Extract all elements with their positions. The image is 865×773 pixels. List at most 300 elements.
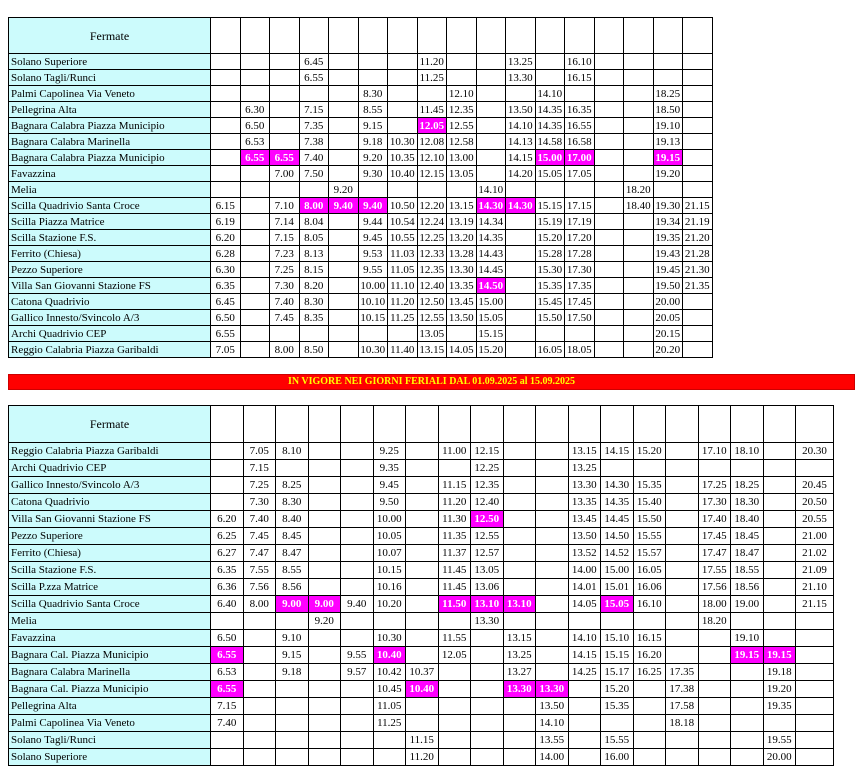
time-cell xyxy=(341,511,374,528)
time-cell xyxy=(503,477,536,494)
time-cell: 13.30 xyxy=(471,613,504,630)
time-cell xyxy=(796,749,834,766)
time-cell xyxy=(329,230,359,246)
table-row xyxy=(9,511,834,528)
table-row xyxy=(9,494,834,511)
time-cell xyxy=(568,749,601,766)
time-cell: 10.40 xyxy=(388,166,418,182)
time-cell xyxy=(594,294,624,310)
time-cell: 17.38 xyxy=(666,681,699,698)
highlighted-time-cell: 9.00 xyxy=(308,596,341,613)
time-cell: 17.30 xyxy=(698,494,731,511)
highlighted-time-cell: 13.10 xyxy=(471,596,504,613)
header-cell xyxy=(211,18,241,54)
time-cell: 7.45 xyxy=(270,310,300,326)
stop-name: Gallico Innesto/Svincolo A/3 xyxy=(9,477,211,494)
time-cell xyxy=(536,596,569,613)
time-cell: 16.10 xyxy=(565,54,595,70)
time-cell: 10.15 xyxy=(358,310,388,326)
time-cell xyxy=(270,70,300,86)
time-cell: 17.05 xyxy=(565,166,595,182)
time-cell xyxy=(698,715,731,732)
time-cell: 11.25 xyxy=(388,310,418,326)
highlighted-time-cell: 6.55 xyxy=(211,681,244,698)
time-cell xyxy=(666,562,699,579)
time-cell: 14.01 xyxy=(568,579,601,596)
time-cell: 20.55 xyxy=(796,511,834,528)
table-row xyxy=(9,70,713,86)
time-cell: 14.13 xyxy=(506,134,536,150)
time-cell xyxy=(763,460,796,477)
time-cell xyxy=(624,54,654,70)
time-cell xyxy=(240,326,270,342)
stop-name: Reggio Calabria Piazza Garibaldi xyxy=(9,443,211,460)
table-row xyxy=(9,342,713,358)
time-cell xyxy=(536,579,569,596)
time-cell: 13.35 xyxy=(568,494,601,511)
time-cell: 12.10 xyxy=(417,150,447,166)
time-cell xyxy=(624,102,654,118)
time-cell xyxy=(341,613,374,630)
time-cell: 6.20 xyxy=(211,230,241,246)
time-cell xyxy=(683,134,713,150)
stop-name: Pellegrina Alta xyxy=(9,102,211,118)
time-cell xyxy=(308,460,341,477)
time-cell: 19.55 xyxy=(763,732,796,749)
time-cell: 11.37 xyxy=(438,545,471,562)
time-cell xyxy=(358,182,388,198)
header-cell xyxy=(299,18,329,54)
header-cell xyxy=(503,406,536,443)
time-cell xyxy=(633,681,666,698)
time-cell: 13.50 xyxy=(506,102,536,118)
time-cell xyxy=(506,278,536,294)
time-cell xyxy=(763,630,796,647)
time-cell: 9.25 xyxy=(373,443,406,460)
time-cell: 20.20 xyxy=(653,342,683,358)
time-cell xyxy=(471,681,504,698)
time-cell xyxy=(447,326,477,342)
time-cell: 15.00 xyxy=(476,294,506,310)
time-cell: 14.00 xyxy=(568,562,601,579)
table-row xyxy=(9,86,713,102)
time-cell: 19.18 xyxy=(763,664,796,681)
time-cell xyxy=(308,732,341,749)
time-cell xyxy=(594,214,624,230)
time-cell xyxy=(240,262,270,278)
time-cell xyxy=(471,715,504,732)
time-cell: 7.05 xyxy=(211,342,241,358)
time-cell xyxy=(211,732,244,749)
time-cell xyxy=(594,70,624,86)
time-cell: 14.15 xyxy=(601,443,634,460)
time-cell: 13.05 xyxy=(447,166,477,182)
validity-banner: IN VIGORE NEI GIORNI FERIALI DAL 01.09.2025 al 15.09.2025 xyxy=(8,374,855,390)
time-cell xyxy=(666,494,699,511)
time-cell: 11.45 xyxy=(417,102,447,118)
table-row xyxy=(9,134,713,150)
table-row xyxy=(9,118,713,134)
time-cell xyxy=(568,698,601,715)
time-cell xyxy=(624,86,654,102)
time-cell xyxy=(594,310,624,326)
header-cell xyxy=(270,18,300,54)
time-cell: 16.05 xyxy=(535,342,565,358)
time-cell xyxy=(270,182,300,198)
time-cell xyxy=(406,545,439,562)
time-cell: 15.30 xyxy=(535,262,565,278)
time-cell xyxy=(594,342,624,358)
time-cell xyxy=(796,681,834,698)
time-cell: 10.37 xyxy=(406,664,439,681)
time-cell: 14.34 xyxy=(476,214,506,230)
time-cell: 10.42 xyxy=(373,664,406,681)
time-cell: 14.10 xyxy=(568,630,601,647)
time-cell xyxy=(633,613,666,630)
time-cell: 13.45 xyxy=(447,294,477,310)
time-cell: 17.30 xyxy=(565,262,595,278)
time-cell: 15.17 xyxy=(601,664,634,681)
time-cell xyxy=(388,102,418,118)
time-cell xyxy=(594,54,624,70)
time-cell xyxy=(594,86,624,102)
time-cell xyxy=(536,647,569,664)
time-cell xyxy=(506,326,536,342)
time-cell xyxy=(731,613,764,630)
time-cell: 19.10 xyxy=(653,118,683,134)
stop-name: Bagnara Cal. Piazza Municipio xyxy=(9,647,211,664)
header-cell xyxy=(653,18,683,54)
time-cell xyxy=(308,494,341,511)
time-cell: 21.35 xyxy=(683,278,713,294)
time-cell xyxy=(503,528,536,545)
time-cell xyxy=(503,545,536,562)
time-cell: 16.15 xyxy=(565,70,595,86)
time-cell xyxy=(243,732,276,749)
time-cell: 6.55 xyxy=(299,70,329,86)
time-cell xyxy=(329,294,359,310)
time-cell: 11.20 xyxy=(406,749,439,766)
table-row xyxy=(9,562,834,579)
time-cell xyxy=(633,460,666,477)
time-cell: 21.30 xyxy=(683,262,713,278)
time-cell xyxy=(683,54,713,70)
table-row xyxy=(9,715,834,732)
time-cell: 13.05 xyxy=(417,326,447,342)
time-cell: 21.20 xyxy=(683,230,713,246)
time-cell xyxy=(276,732,309,749)
time-cell xyxy=(506,182,536,198)
time-cell: 8.00 xyxy=(270,342,300,358)
time-cell: 18.00 xyxy=(698,596,731,613)
time-cell xyxy=(243,749,276,766)
time-cell: 7.55 xyxy=(243,562,276,579)
time-cell: 6.20 xyxy=(211,511,244,528)
time-cell: 16.05 xyxy=(633,562,666,579)
time-cell: 16.55 xyxy=(565,118,595,134)
time-cell: 14.25 xyxy=(568,664,601,681)
time-cell: 10.30 xyxy=(373,630,406,647)
time-cell: 11.25 xyxy=(417,70,447,86)
header-cell xyxy=(373,406,406,443)
stop-name: Favazzina xyxy=(9,166,211,182)
time-cell: 6.53 xyxy=(240,134,270,150)
time-cell xyxy=(438,732,471,749)
stop-name: Pezzo Superiore xyxy=(9,528,211,545)
time-cell xyxy=(536,443,569,460)
time-cell xyxy=(211,86,241,102)
time-cell xyxy=(276,715,309,732)
table-row xyxy=(9,443,834,460)
time-cell xyxy=(731,681,764,698)
header-cell xyxy=(341,406,374,443)
time-cell: 12.40 xyxy=(471,494,504,511)
time-cell xyxy=(503,443,536,460)
time-cell: 6.30 xyxy=(211,262,241,278)
time-cell: 9.20 xyxy=(308,613,341,630)
time-cell xyxy=(341,698,374,715)
time-cell: 17.35 xyxy=(666,664,699,681)
time-cell: 8.55 xyxy=(276,562,309,579)
time-cell: 19.43 xyxy=(653,246,683,262)
time-cell: 17.40 xyxy=(698,511,731,528)
time-cell xyxy=(594,182,624,198)
time-cell xyxy=(329,214,359,230)
time-cell xyxy=(535,54,565,70)
time-cell: 17.45 xyxy=(565,294,595,310)
time-cell: 19.10 xyxy=(731,630,764,647)
time-cell xyxy=(276,613,309,630)
time-cell xyxy=(270,86,300,102)
time-cell: 9.50 xyxy=(373,494,406,511)
time-cell xyxy=(388,54,418,70)
time-cell xyxy=(536,613,569,630)
time-cell: 14.30 xyxy=(601,477,634,494)
time-cell: 15.28 xyxy=(535,246,565,262)
stop-name: Bagnara Calabra Piazza Municipio xyxy=(9,118,211,134)
stop-name: Catona Quadrivio xyxy=(9,294,211,310)
highlighted-time-cell: 6.55 xyxy=(211,647,244,664)
time-cell xyxy=(329,278,359,294)
time-cell: 9.15 xyxy=(276,647,309,664)
highlighted-time-cell: 13.30 xyxy=(503,681,536,698)
time-cell xyxy=(594,246,624,262)
time-cell xyxy=(211,70,241,86)
time-cell: 19.20 xyxy=(653,166,683,182)
time-cell: 18.40 xyxy=(731,511,764,528)
time-cell: 12.33 xyxy=(417,246,447,262)
time-cell xyxy=(299,86,329,102)
table-row xyxy=(9,732,834,749)
table-row xyxy=(9,326,713,342)
time-cell xyxy=(535,326,565,342)
table-row xyxy=(9,630,834,647)
time-cell: 7.15 xyxy=(270,230,300,246)
time-cell: 13.20 xyxy=(447,230,477,246)
time-cell xyxy=(683,70,713,86)
time-cell: 16.58 xyxy=(565,134,595,150)
time-cell: 6.30 xyxy=(240,102,270,118)
time-cell xyxy=(698,664,731,681)
time-cell: 12.35 xyxy=(447,102,477,118)
stop-name: Scilla P.zza Matrice xyxy=(9,579,211,596)
table-row xyxy=(9,166,713,182)
time-cell xyxy=(471,647,504,664)
time-cell: 15.20 xyxy=(601,681,634,698)
time-cell xyxy=(506,262,536,278)
time-cell xyxy=(666,545,699,562)
highlighted-time-cell: 14.30 xyxy=(506,198,536,214)
time-cell: 10.50 xyxy=(388,198,418,214)
time-cell xyxy=(624,150,654,166)
time-cell xyxy=(308,562,341,579)
time-cell xyxy=(731,715,764,732)
time-cell xyxy=(624,230,654,246)
time-cell: 15.15 xyxy=(601,647,634,664)
time-cell: 18.10 xyxy=(731,443,764,460)
time-cell xyxy=(698,732,731,749)
time-cell: 11.45 xyxy=(438,562,471,579)
time-cell: 6.50 xyxy=(240,118,270,134)
header-cell xyxy=(406,406,439,443)
time-cell xyxy=(211,477,244,494)
time-cell xyxy=(240,86,270,102)
time-cell: 12.58 xyxy=(447,134,477,150)
time-cell xyxy=(683,118,713,134)
time-cell: 14.43 xyxy=(476,246,506,262)
time-cell: 11.20 xyxy=(438,494,471,511)
stop-name: Archi Quadrivio CEP xyxy=(9,326,211,342)
time-cell xyxy=(506,246,536,262)
time-cell xyxy=(329,326,359,342)
time-cell: 11.15 xyxy=(438,477,471,494)
time-cell xyxy=(358,54,388,70)
time-cell: 10.00 xyxy=(358,278,388,294)
time-cell: 7.15 xyxy=(243,460,276,477)
time-cell: 19.30 xyxy=(653,198,683,214)
highlighted-time-cell: 13.10 xyxy=(503,596,536,613)
header-cell xyxy=(601,406,634,443)
time-cell: 14.05 xyxy=(447,342,477,358)
time-cell: 8.50 xyxy=(299,342,329,358)
time-cell xyxy=(698,698,731,715)
time-cell xyxy=(666,630,699,647)
table-row xyxy=(9,278,713,294)
time-cell: 9.45 xyxy=(358,230,388,246)
time-cell xyxy=(240,294,270,310)
highlighted-time-cell: 12.05 xyxy=(417,118,447,134)
time-cell xyxy=(624,214,654,230)
time-cell: 8.40 xyxy=(276,511,309,528)
stop-name: Ferrito (Chiesa) xyxy=(9,545,211,562)
time-cell: 8.35 xyxy=(299,310,329,326)
time-cell xyxy=(666,732,699,749)
time-cell xyxy=(698,647,731,664)
time-cell: 7.35 xyxy=(299,118,329,134)
stop-name: Bagnara Cal. Piazza Municipio xyxy=(9,681,211,698)
time-cell: 21.19 xyxy=(683,214,713,230)
time-cell: 18.55 xyxy=(731,562,764,579)
time-cell xyxy=(624,278,654,294)
time-cell: 7.15 xyxy=(299,102,329,118)
time-cell xyxy=(568,681,601,698)
time-cell: 7.50 xyxy=(299,166,329,182)
header-cell xyxy=(388,18,418,54)
time-cell xyxy=(763,528,796,545)
time-cell xyxy=(417,182,447,198)
header-cell xyxy=(624,18,654,54)
time-cell: 14.15 xyxy=(506,150,536,166)
time-cell: 7.38 xyxy=(299,134,329,150)
time-cell xyxy=(476,118,506,134)
time-cell xyxy=(536,494,569,511)
stop-name: Ferrito (Chiesa) xyxy=(9,246,211,262)
time-cell xyxy=(438,460,471,477)
time-cell: 19.13 xyxy=(653,134,683,150)
time-cell: 11.20 xyxy=(388,294,418,310)
time-cell xyxy=(796,630,834,647)
table-row xyxy=(9,664,834,681)
time-cell xyxy=(406,477,439,494)
time-cell xyxy=(329,166,359,182)
time-cell: 12.15 xyxy=(417,166,447,182)
time-cell: 6.35 xyxy=(211,278,241,294)
time-cell: 14.20 xyxy=(506,166,536,182)
time-cell: 7.30 xyxy=(270,278,300,294)
time-cell: 8.56 xyxy=(276,579,309,596)
timetable-1 xyxy=(8,17,713,358)
time-cell xyxy=(594,326,624,342)
highlighted-time-cell: 14.50 xyxy=(476,278,506,294)
time-cell xyxy=(796,613,834,630)
time-cell: 14.10 xyxy=(506,118,536,134)
time-cell: 8.55 xyxy=(358,102,388,118)
time-cell: 14.58 xyxy=(535,134,565,150)
time-cell: 13.15 xyxy=(503,630,536,647)
time-cell xyxy=(438,681,471,698)
header-cell xyxy=(447,18,477,54)
stop-name: Reggio Calabria Piazza Garibaldi xyxy=(9,342,211,358)
time-cell xyxy=(406,698,439,715)
time-cell: 7.30 xyxy=(243,494,276,511)
time-cell: 6.25 xyxy=(211,528,244,545)
time-cell xyxy=(763,545,796,562)
time-cell xyxy=(341,579,374,596)
time-cell: 6.15 xyxy=(211,198,241,214)
time-cell: 7.56 xyxy=(243,579,276,596)
time-cell: 18.47 xyxy=(731,545,764,562)
time-cell: 6.45 xyxy=(299,54,329,70)
table-row xyxy=(9,681,834,698)
time-cell xyxy=(270,134,300,150)
time-cell: 9.55 xyxy=(341,647,374,664)
time-cell: 18.25 xyxy=(653,86,683,102)
time-cell xyxy=(536,477,569,494)
table-row xyxy=(9,310,713,326)
time-cell: 15.15 xyxy=(535,198,565,214)
time-cell: 10.16 xyxy=(373,579,406,596)
time-cell: 9.18 xyxy=(358,134,388,150)
time-cell xyxy=(666,511,699,528)
header-cell xyxy=(796,406,834,443)
highlighted-time-cell: 13.30 xyxy=(536,681,569,698)
time-cell xyxy=(535,70,565,86)
time-cell xyxy=(503,698,536,715)
time-cell: 8.25 xyxy=(276,477,309,494)
time-cell: 17.25 xyxy=(698,477,731,494)
time-cell xyxy=(503,494,536,511)
time-cell xyxy=(243,647,276,664)
